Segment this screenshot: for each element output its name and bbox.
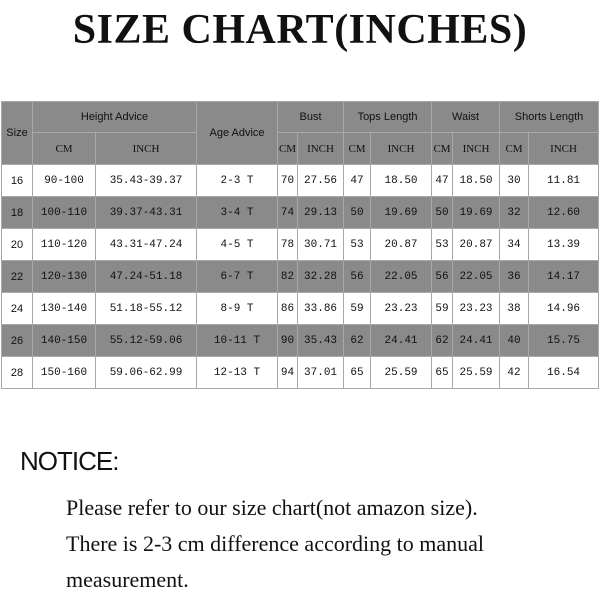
notice-line-size-reference: Please refer to our size chart(not amazon size). <box>66 495 478 520</box>
cell-waist-cm: 62 <box>432 325 453 357</box>
cell-size: 28 <box>2 357 33 389</box>
cell-shorts-inch: 16.54 <box>529 357 599 389</box>
cell-height-cm: 110-120 <box>33 229 96 261</box>
cell-shorts-inch: 13.39 <box>529 229 599 261</box>
cell-height-cm: 90-100 <box>33 165 96 197</box>
cell-waist-inch: 20.87 <box>453 229 500 261</box>
cell-bust-inch: 29.13 <box>298 197 344 229</box>
cell-shorts-inch: 15.75 <box>529 325 599 357</box>
cell-bust-cm: 90 <box>278 325 298 357</box>
cell-bust-inch: 30.71 <box>298 229 344 261</box>
cell-size: 20 <box>2 229 33 261</box>
cell-height-inch: 55.12-59.06 <box>96 325 197 357</box>
cell-shorts-cm: 36 <box>500 261 529 293</box>
cell-shorts-inch: 12.60 <box>529 197 599 229</box>
cell-tops-inch: 24.41 <box>371 325 432 357</box>
cell-waist-cm: 65 <box>432 357 453 389</box>
cell-shorts-cm: 30 <box>500 165 529 197</box>
table-row <box>2 261 599 293</box>
header-age-advice: Age Advice <box>197 102 278 165</box>
subheader-height-cm: CM <box>33 133 96 165</box>
table-row <box>2 197 599 229</box>
cell-age: 12-13 T <box>197 357 278 389</box>
cell-waist-cm: 59 <box>432 293 453 325</box>
cell-tops-inch: 22.05 <box>371 261 432 293</box>
cell-tops-cm: 56 <box>344 261 371 293</box>
size-chart-table <box>1 101 599 389</box>
cell-age: 2-3 T <box>197 165 278 197</box>
cell-height-inch: 59.06-62.99 <box>96 357 197 389</box>
cell-height-inch: 35.43-39.37 <box>96 165 197 197</box>
subheader-tops-cm: CM <box>344 133 371 165</box>
cell-size: 26 <box>2 325 33 357</box>
cell-waist-cm: 50 <box>432 197 453 229</box>
cell-waist-inch: 24.41 <box>453 325 500 357</box>
header-bust: Bust <box>278 102 344 133</box>
cell-bust-inch: 32.28 <box>298 261 344 293</box>
cell-shorts-cm: 38 <box>500 293 529 325</box>
cell-bust-inch: 33.86 <box>298 293 344 325</box>
cell-age: 8-9 T <box>197 293 278 325</box>
table-row <box>2 293 599 325</box>
cell-height-inch: 51.18-55.12 <box>96 293 197 325</box>
table-subheader-row <box>2 133 599 165</box>
cell-waist-inch: 18.50 <box>453 165 500 197</box>
table-row <box>2 165 599 197</box>
subheader-tops-inch: INCH <box>371 133 432 165</box>
cell-height-cm: 140-150 <box>33 325 96 357</box>
subheader-bust-cm: CM <box>278 133 298 165</box>
page-title: SIZE CHART(INCHES) <box>72 7 528 53</box>
table-row <box>2 325 599 357</box>
cell-bust-cm: 94 <box>278 357 298 389</box>
cell-shorts-inch: 14.96 <box>529 293 599 325</box>
cell-age: 3-4 T <box>197 197 278 229</box>
cell-waist-cm: 47 <box>432 165 453 197</box>
cell-height-inch: 39.37-43.31 <box>96 197 197 229</box>
subheader-height-inch: INCH <box>96 133 197 165</box>
cell-shorts-inch: 14.17 <box>529 261 599 293</box>
cell-height-cm: 130-140 <box>33 293 96 325</box>
cell-bust-cm: 82 <box>278 261 298 293</box>
cell-bust-cm: 70 <box>278 165 298 197</box>
table-row <box>2 229 599 261</box>
notice-heading: NOTICE: <box>20 446 119 476</box>
cell-waist-inch: 19.69 <box>453 197 500 229</box>
cell-size: 18 <box>2 197 33 229</box>
cell-height-cm: 150-160 <box>33 357 96 389</box>
cell-age: 4-5 T <box>197 229 278 261</box>
cell-waist-cm: 56 <box>432 261 453 293</box>
cell-height-cm: 120-130 <box>33 261 96 293</box>
notice-line-measurement-difference: There is 2-3 cm difference according to manual measurement. <box>66 531 485 592</box>
cell-height-cm: 100-110 <box>33 197 96 229</box>
cell-size: 16 <box>2 165 33 197</box>
cell-bust-cm: 86 <box>278 293 298 325</box>
cell-size: 22 <box>2 261 33 293</box>
cell-shorts-cm: 34 <box>500 229 529 261</box>
header-waist: Waist <box>432 102 500 133</box>
cell-tops-inch: 23.23 <box>371 293 432 325</box>
cell-bust-cm: 74 <box>278 197 298 229</box>
cell-size: 24 <box>2 293 33 325</box>
cell-tops-inch: 25.59 <box>371 357 432 389</box>
cell-tops-cm: 47 <box>344 165 371 197</box>
cell-age: 10-11 T <box>197 325 278 357</box>
cell-height-inch: 43.31-47.24 <box>96 229 197 261</box>
subheader-waist-inch: INCH <box>453 133 500 165</box>
header-size: Size <box>2 102 33 165</box>
cell-tops-inch: 20.87 <box>371 229 432 261</box>
subheader-bust-inch: INCH <box>298 133 344 165</box>
table-row <box>2 357 599 389</box>
cell-tops-inch: 18.50 <box>371 165 432 197</box>
cell-shorts-cm: 32 <box>500 197 529 229</box>
cell-shorts-inch: 11.81 <box>529 165 599 197</box>
cell-tops-cm: 53 <box>344 229 371 261</box>
cell-height-inch: 47.24-51.18 <box>96 261 197 293</box>
cell-tops-cm: 65 <box>344 357 371 389</box>
subheader-waist-cm: CM <box>432 133 453 165</box>
cell-tops-cm: 62 <box>344 325 371 357</box>
header-height-advice: Height Advice <box>33 102 197 133</box>
subheader-shorts-inch: INCH <box>529 133 599 165</box>
subheader-shorts-cm: CM <box>500 133 529 165</box>
cell-tops-cm: 50 <box>344 197 371 229</box>
cell-waist-inch: 23.23 <box>453 293 500 325</box>
cell-bust-inch: 27.56 <box>298 165 344 197</box>
header-shorts-length: Shorts Length <box>500 102 599 133</box>
cell-bust-inch: 35.43 <box>298 325 344 357</box>
cell-shorts-cm: 40 <box>500 325 529 357</box>
cell-waist-cm: 53 <box>432 229 453 261</box>
table-header-row <box>2 102 599 133</box>
cell-bust-inch: 37.01 <box>298 357 344 389</box>
cell-age: 6-7 T <box>197 261 278 293</box>
cell-waist-inch: 25.59 <box>453 357 500 389</box>
cell-tops-inch: 19.69 <box>371 197 432 229</box>
cell-tops-cm: 59 <box>344 293 371 325</box>
notice-text <box>66 490 596 598</box>
header-tops-length: Tops Length <box>344 102 432 133</box>
cell-bust-cm: 78 <box>278 229 298 261</box>
cell-shorts-cm: 42 <box>500 357 529 389</box>
cell-waist-inch: 22.05 <box>453 261 500 293</box>
